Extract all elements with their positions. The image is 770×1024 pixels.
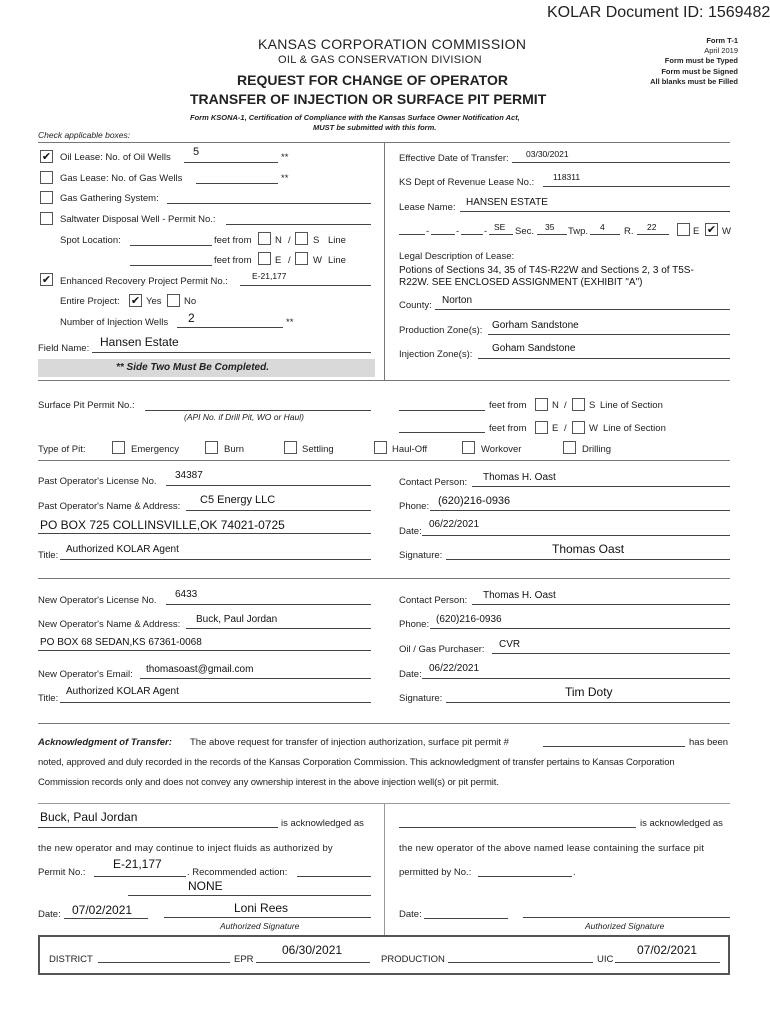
effective-date-value[interactable]: 03/30/2021 bbox=[526, 149, 569, 159]
agency-title: KANSAS CORPORATION COMMISSION bbox=[258, 36, 527, 52]
form-title-2: TRANSFER OF INJECTION OR SURFACE PIT PERMIT bbox=[190, 91, 547, 107]
new-license-label: New Operator's License No. bbox=[38, 595, 157, 606]
new-contact-label: Contact Person: bbox=[399, 595, 468, 606]
past-name-line bbox=[186, 510, 371, 511]
line-label-2: Line bbox=[328, 255, 346, 266]
pit-feet-line-1[interactable] bbox=[399, 410, 485, 411]
slash-2: / bbox=[288, 255, 291, 266]
past-signature-value[interactable]: Thomas Oast bbox=[552, 542, 625, 556]
pit-hauloff-checkbox[interactable] bbox=[374, 441, 387, 454]
quarter-dash-2: - bbox=[456, 226, 460, 237]
entire-no-checkbox[interactable] bbox=[167, 294, 180, 307]
ack-left-name-line bbox=[38, 827, 278, 828]
revenue-lease-line bbox=[543, 186, 730, 187]
legal-description-line-1[interactable]: Potions of Sections 34, 35 of T4S-R22W and Sections 2, 3 of T5S- bbox=[399, 265, 694, 276]
gas-gathering-line[interactable] bbox=[167, 203, 371, 204]
pit-s-label: S bbox=[589, 400, 596, 411]
past-contact-line bbox=[472, 486, 730, 487]
footer-epr-label: EPR bbox=[234, 954, 254, 965]
pit-type-drilling: Drilling bbox=[582, 444, 612, 455]
pit-type-workover: Workover bbox=[481, 444, 522, 455]
ack-date-label: Date: bbox=[38, 909, 61, 920]
quarter-line-4 bbox=[489, 234, 513, 235]
new-phone-value[interactable]: (620)216-0936 bbox=[436, 614, 502, 625]
past-name-value[interactable]: C5 Energy LLC bbox=[200, 494, 276, 506]
s-label: S bbox=[313, 235, 320, 246]
new-title-label: Title: bbox=[38, 693, 59, 704]
footer-district-line[interactable] bbox=[98, 962, 230, 963]
injection-wells-label: Number of Injection Wells bbox=[60, 317, 169, 328]
new-date-value[interactable]: 06/22/2021 bbox=[429, 663, 480, 674]
ack-right-name-line[interactable] bbox=[399, 827, 636, 828]
new-address-line bbox=[38, 650, 371, 651]
ack-left-signature[interactable]: Loni Rees bbox=[234, 901, 289, 915]
spot-e-checkbox[interactable] bbox=[258, 252, 271, 265]
w-label: W bbox=[313, 255, 322, 266]
pit-line-of-section-1: Line of Section bbox=[600, 400, 663, 411]
footer-production-line[interactable] bbox=[448, 962, 593, 963]
form-date: April 2019 bbox=[704, 46, 738, 55]
new-name-label: New Operator's Name & Address: bbox=[38, 619, 181, 630]
pit-e-label: E bbox=[552, 423, 559, 434]
pit-slash-2: / bbox=[564, 423, 567, 434]
check-boxes-label: Check applicable boxes: bbox=[38, 130, 131, 140]
ack-text-2: noted, approved and duly recorded in the records of the Kansas Corporation Commission. This acknowledgment of transfer pertains to Kansas Corporation bbox=[38, 757, 675, 768]
feet-from-2: feet from bbox=[214, 255, 252, 266]
past-operator-rule bbox=[38, 460, 730, 461]
past-title-label: Title: bbox=[38, 550, 59, 561]
gas-gathering-label: Gas Gathering System: bbox=[60, 193, 159, 204]
injection-wells-value[interactable]: 2 bbox=[188, 311, 195, 325]
oil-wells-stars: ** bbox=[281, 152, 289, 163]
injection-zone-label: Injection Zone(s): bbox=[399, 349, 473, 360]
ack-left-auth-signature: Authorized Signature bbox=[220, 921, 300, 931]
ack-divider bbox=[384, 803, 385, 935]
eor-permit-value[interactable]: E-21,177 bbox=[252, 271, 287, 281]
effective-date-label: Effective Date of Transfer: bbox=[399, 153, 509, 164]
new-license-value[interactable]: 6433 bbox=[175, 589, 198, 600]
side-two-text: ** Side Two Must Be Completed. bbox=[116, 362, 269, 373]
api-note: (API No. if Drill Pit, WO or Haul) bbox=[184, 412, 304, 422]
effective-date-line bbox=[512, 162, 730, 163]
ack-permitted-line[interactable] bbox=[478, 876, 572, 877]
ack-right-date-line[interactable] bbox=[424, 918, 508, 919]
ack-date-value[interactable]: 07/02/2021 bbox=[72, 903, 133, 917]
past-license-line bbox=[166, 485, 371, 486]
document-id: KOLAR Document ID: 1569482 bbox=[547, 4, 770, 21]
spot-feet-line-1[interactable] bbox=[130, 245, 212, 246]
ack-right-text: the new operator of the above named lease containing the surface pit bbox=[399, 843, 705, 854]
swd-permit-line[interactable] bbox=[226, 224, 371, 225]
pit-drilling-checkbox[interactable] bbox=[563, 441, 576, 454]
gas-wells-stars: ** bbox=[281, 173, 289, 184]
pit-type-emergency: Emergency bbox=[131, 444, 180, 455]
gas-lease-checkbox[interactable] bbox=[40, 171, 53, 184]
new-signature-value[interactable]: Tim Doty bbox=[565, 685, 613, 699]
past-date-label: Date: bbox=[399, 526, 422, 537]
ack-left-is-acknowledged: is acknowledged as bbox=[281, 818, 364, 829]
quarter-line-3[interactable] bbox=[461, 234, 483, 235]
pit-settling-checkbox[interactable] bbox=[284, 441, 297, 454]
oil-lease-label: Oil Lease: No. of Oil Wells bbox=[60, 152, 171, 163]
swd-checkbox[interactable] bbox=[40, 212, 53, 225]
pit-feet-from-1: feet from bbox=[489, 400, 527, 411]
spot-location-label: Spot Location: bbox=[60, 235, 121, 246]
gas-wells-line[interactable] bbox=[196, 183, 278, 184]
gas-gathering-checkbox[interactable] bbox=[40, 191, 53, 204]
twp-line bbox=[590, 234, 620, 235]
form-number: Form T-1 bbox=[706, 36, 738, 45]
lease-name-line bbox=[460, 211, 730, 212]
revenue-lease-value[interactable]: 118311 bbox=[553, 172, 581, 182]
new-title-value[interactable]: Authorized KOLAR Agent bbox=[66, 686, 179, 697]
pit-s-checkbox[interactable] bbox=[572, 398, 585, 411]
range-value[interactable]: 22 bbox=[647, 222, 657, 232]
spot-n-checkbox[interactable] bbox=[258, 232, 271, 245]
quarter-line-2[interactable] bbox=[431, 234, 455, 235]
range-w-label: W bbox=[722, 226, 731, 237]
pit-w-checkbox[interactable] bbox=[572, 421, 585, 434]
past-address-value[interactable]: PO BOX 725 COLLINSVILLE,OK 74021-0725 bbox=[40, 518, 285, 532]
injection-zone-value[interactable]: Goham Sandstone bbox=[492, 343, 576, 354]
typed-note: Form must be Typed bbox=[664, 56, 738, 65]
new-contact-value[interactable]: Thomas H. Oast bbox=[483, 590, 556, 601]
new-phone-line bbox=[430, 628, 730, 629]
lease-name-value[interactable]: HANSEN ESTATE bbox=[466, 197, 548, 208]
oil-wells-value[interactable]: 5 bbox=[193, 146, 200, 158]
pit-permit-label: Surface Pit Permit No.: bbox=[38, 400, 135, 411]
blanks-note: All blanks must be Filled bbox=[650, 77, 738, 86]
county-value[interactable]: Norton bbox=[442, 295, 473, 306]
new-email-label: New Operator's Email: bbox=[38, 669, 133, 680]
ack-recommended-label: . Recommended action: bbox=[187, 867, 288, 878]
ack-date-line bbox=[64, 918, 148, 919]
swd-label: Saltwater Disposal Well - Permit No.: bbox=[60, 214, 216, 225]
pit-line-of-section-2: Line of Section bbox=[603, 423, 666, 434]
new-name-line bbox=[186, 628, 371, 629]
pit-n-label: N bbox=[552, 400, 559, 411]
pit-n-checkbox[interactable] bbox=[535, 398, 548, 411]
past-title-value[interactable]: Authorized KOLAR Agent bbox=[66, 544, 179, 555]
new-license-line bbox=[166, 604, 371, 605]
eor-checkbox[interactable]: ✔ bbox=[41, 274, 52, 286]
new-email-value[interactable]: thomasoast@gmail.com bbox=[146, 664, 254, 675]
ack-recommended-value[interactable]: NONE bbox=[188, 879, 223, 893]
new-phone-label: Phone: bbox=[399, 619, 430, 630]
past-signature-line bbox=[446, 559, 730, 560]
range-w-checkbox[interactable]: ✔ bbox=[706, 224, 717, 236]
purchaser-line bbox=[492, 653, 730, 654]
new-contact-line bbox=[472, 604, 730, 605]
range-e-checkbox[interactable] bbox=[677, 223, 690, 236]
pit-feet-from-2: feet from bbox=[489, 423, 527, 434]
ack-recommended-line-2 bbox=[128, 895, 371, 896]
county-label: County: bbox=[399, 300, 432, 311]
feet-from-1: feet from bbox=[214, 235, 252, 246]
ack-text-3: Commission records only and does not convey any ownership interest in the above injection well(s) or pit permit. bbox=[38, 777, 499, 788]
quarter-line-1[interactable] bbox=[399, 234, 425, 235]
ksona-note-1: Form KSONA-1, Certification of Compliance with the Kansas Surface Owner Notification Act, bbox=[190, 113, 520, 122]
twp-value[interactable]: 4 bbox=[600, 222, 605, 232]
county-line bbox=[435, 309, 730, 310]
new-name-value[interactable]: Buck, Paul Jordan bbox=[196, 614, 278, 625]
purchaser-value[interactable]: CVR bbox=[499, 639, 521, 650]
ack-left-text: the new operator and may continue to inject fluids as authorized by bbox=[38, 843, 333, 854]
e-label: E bbox=[275, 255, 282, 266]
footer-district-label: DISTRICT bbox=[49, 954, 93, 965]
pit-permit-line[interactable] bbox=[145, 410, 371, 411]
form-title-1: REQUEST FOR CHANGE OF OPERATOR bbox=[237, 72, 508, 88]
twp-label: Twp. bbox=[568, 226, 589, 237]
past-license-value[interactable]: 34387 bbox=[175, 470, 203, 481]
field-name-label: Field Name: bbox=[38, 343, 90, 354]
ack-permitted-label: permitted by No.: bbox=[399, 867, 472, 878]
pit-feet-line-2[interactable] bbox=[399, 432, 485, 433]
past-phone-label: Phone: bbox=[399, 501, 430, 512]
slash-1: / bbox=[288, 235, 291, 246]
footer-epr-date[interactable]: 06/30/2021 bbox=[282, 943, 343, 957]
production-zone-value[interactable]: Gorham Sandstone bbox=[492, 320, 579, 331]
past-date-line bbox=[422, 535, 730, 536]
new-date-line bbox=[422, 678, 730, 679]
division-title: OIL & GAS CONSERVATION DIVISION bbox=[278, 54, 482, 66]
field-name-value[interactable]: Hansen Estate bbox=[100, 335, 179, 349]
sec-line bbox=[537, 234, 567, 235]
line-label-1: Line bbox=[328, 235, 346, 246]
eor-label: Enhanced Recovery Project Permit No.: bbox=[60, 276, 228, 287]
sec-value[interactable]: 35 bbox=[545, 222, 555, 232]
ack-permitted-dot: . bbox=[573, 867, 576, 878]
footer-uic-line bbox=[615, 962, 720, 963]
range-line bbox=[637, 234, 669, 235]
injection-zone-line bbox=[478, 358, 730, 359]
past-contact-label: Contact Person: bbox=[399, 477, 468, 488]
footer-uic-label: UIC bbox=[597, 954, 614, 965]
oil-wells-line bbox=[184, 162, 278, 163]
legal-description-label: Legal Description of Lease: bbox=[399, 251, 515, 262]
footer-production-label: PRODUCTION bbox=[381, 954, 445, 965]
new-signature-label: Signature: bbox=[399, 693, 443, 704]
ack-left-name[interactable]: Buck, Paul Jordan bbox=[40, 810, 138, 824]
injection-wells-line bbox=[177, 327, 283, 328]
pit-type-settling: Settling bbox=[302, 444, 334, 455]
n-label: N bbox=[275, 235, 282, 246]
section-bottom-rule bbox=[38, 380, 730, 381]
entire-yes-checkbox[interactable]: ✔ bbox=[130, 295, 141, 307]
quarter-value[interactable]: SE bbox=[494, 222, 506, 232]
yes-label: Yes bbox=[146, 296, 162, 307]
past-contact-value[interactable]: Thomas H. Oast bbox=[483, 472, 556, 483]
ack-right-auth-signature: Authorized Signature bbox=[585, 921, 665, 931]
spot-s-checkbox[interactable] bbox=[295, 232, 308, 245]
quarter-dash-1: - bbox=[426, 226, 430, 237]
new-date-label: Date: bbox=[399, 669, 422, 680]
ack-right-signature-line[interactable] bbox=[523, 917, 730, 918]
spot-w-checkbox[interactable] bbox=[295, 252, 308, 265]
ack-rule bbox=[38, 723, 730, 724]
ack-permit-label: Permit No.: bbox=[38, 867, 86, 878]
past-title-line bbox=[60, 559, 371, 560]
pit-type-burn: Burn bbox=[224, 444, 245, 455]
range-label: R. bbox=[624, 226, 634, 237]
footer-uic-date[interactable]: 07/02/2021 bbox=[637, 943, 698, 957]
pit-type-label: Type of Pit: bbox=[38, 444, 86, 455]
pit-w-label: W bbox=[589, 423, 598, 434]
purchaser-label: Oil / Gas Purchaser: bbox=[399, 644, 485, 655]
ack-recommended-line-1[interactable] bbox=[297, 876, 371, 877]
pit-workover-checkbox[interactable] bbox=[462, 441, 475, 454]
new-signature-line bbox=[446, 702, 730, 703]
pit-emergency-checkbox[interactable] bbox=[112, 441, 125, 454]
ack-heading: Acknowledgment of Transfer: bbox=[38, 737, 172, 748]
production-zone-line bbox=[488, 334, 730, 335]
pit-slash-1: / bbox=[564, 400, 567, 411]
past-phone-value[interactable]: (620)216-0936 bbox=[438, 495, 511, 507]
sec-label: Sec. bbox=[515, 226, 535, 237]
ack-left-signature-line bbox=[164, 917, 371, 918]
ack-has-been: has been bbox=[689, 737, 729, 748]
pit-e-checkbox[interactable] bbox=[535, 421, 548, 434]
legal-description-line-2[interactable]: R22W. SEE ENCLOSED ASSIGNMENT (EXHIBIT "A") bbox=[399, 277, 643, 288]
entire-project-label: Entire Project: bbox=[60, 296, 120, 307]
signed-note: Form must be Signed bbox=[661, 67, 738, 76]
spot-feet-line-2[interactable] bbox=[130, 265, 212, 266]
lease-name-label: Lease Name: bbox=[399, 202, 456, 213]
pit-burn-checkbox[interactable] bbox=[205, 441, 218, 454]
quarter-dash-3: - bbox=[484, 226, 488, 237]
range-e-label: E bbox=[693, 226, 700, 237]
no-label: No bbox=[184, 296, 197, 307]
ack-permit-value[interactable]: E-21,177 bbox=[113, 857, 162, 871]
past-signature-label: Signature: bbox=[399, 550, 443, 561]
gas-lease-label: Gas Lease: No. of Gas Wells bbox=[60, 173, 183, 184]
ack-text-1: The above request for transfer of injection authorization, surface pit permit # bbox=[190, 737, 509, 748]
past-phone-line bbox=[430, 510, 730, 511]
eor-permit-line bbox=[240, 285, 371, 286]
ack-permit-line[interactable] bbox=[543, 746, 685, 747]
ksona-note-2: MUST be submitted with this form. bbox=[313, 123, 437, 132]
new-operator-rule bbox=[38, 578, 730, 579]
new-title-line bbox=[60, 702, 371, 703]
field-name-line bbox=[92, 352, 371, 353]
production-zone-label: Production Zone(s): bbox=[399, 325, 483, 336]
past-address-line bbox=[38, 533, 371, 534]
footer-epr-line bbox=[256, 962, 370, 963]
past-license-label: Past Operator's License No. bbox=[38, 476, 157, 487]
injection-wells-stars: ** bbox=[286, 317, 294, 328]
ack-right-is-acknowledged: is acknowledged as bbox=[640, 818, 723, 829]
pit-type-hauloff: Haul-Off bbox=[392, 444, 428, 455]
section-divider bbox=[384, 142, 385, 380]
past-name-label: Past Operator's Name & Address: bbox=[38, 501, 181, 512]
oil-lease-checkbox[interactable]: ✔ bbox=[41, 151, 52, 163]
past-date-value[interactable]: 06/22/2021 bbox=[429, 519, 480, 530]
ack-right-date-label: Date: bbox=[399, 909, 422, 920]
ack-permit-value-line bbox=[94, 876, 186, 877]
revenue-lease-label: KS Dept of Revenue Lease No.: bbox=[399, 177, 535, 188]
new-email-line bbox=[140, 678, 371, 679]
new-address-value[interactable]: PO BOX 68 SEDAN,KS 67361-0068 bbox=[40, 637, 202, 648]
